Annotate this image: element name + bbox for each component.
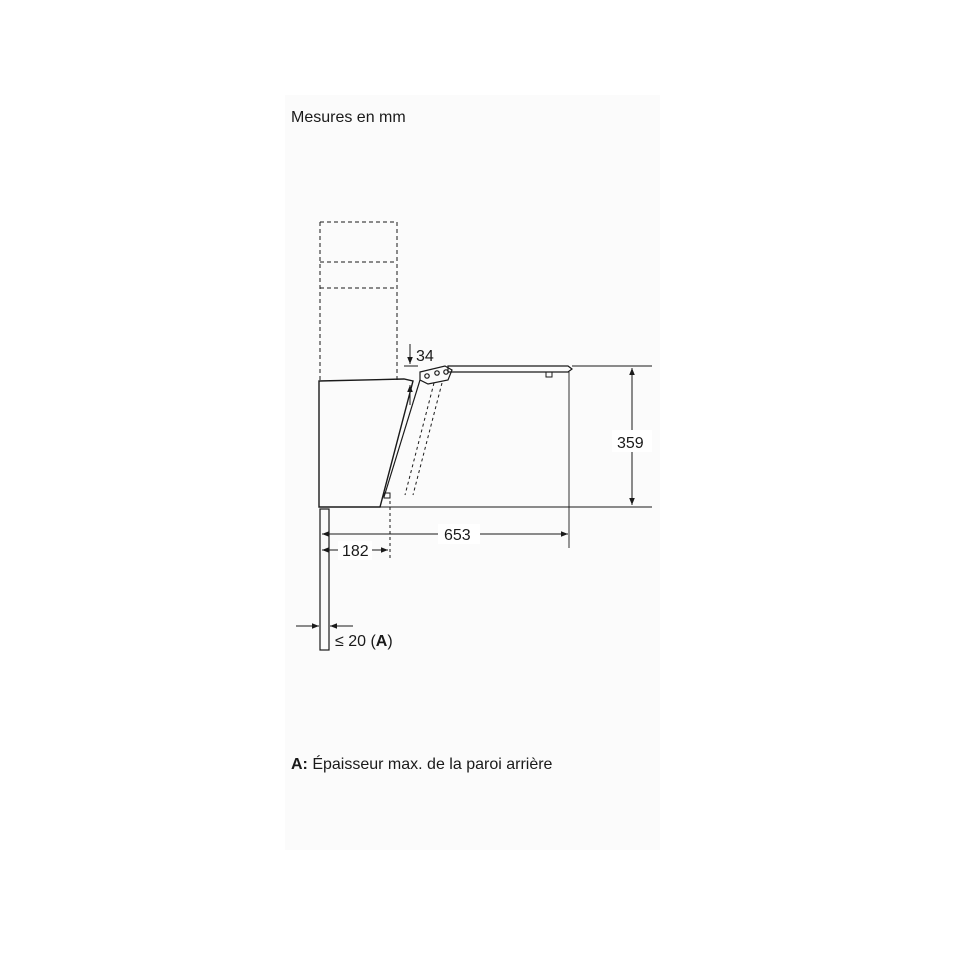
legend-key: A: <box>291 756 308 773</box>
wall-thickness-label: ≤ 20 (A) <box>335 633 393 650</box>
plate-stud <box>546 372 552 377</box>
legend-text: Épaisseur max. de la paroi arrière <box>307 756 553 773</box>
legend-note <box>291 755 552 775</box>
top-glass-plate <box>448 366 572 372</box>
reference-lines <box>319 366 652 555</box>
glass-open-dashed <box>390 383 442 560</box>
chimney-dashed-outline <box>320 222 397 381</box>
offset-label: 34 <box>416 348 434 365</box>
units-caption: Mesures en mm <box>291 109 406 126</box>
height-label: 359 <box>617 435 644 452</box>
back-wall <box>320 509 329 650</box>
hood-body <box>319 379 413 507</box>
depth-label: 653 <box>444 527 471 544</box>
setback-label: 182 <box>342 543 369 560</box>
